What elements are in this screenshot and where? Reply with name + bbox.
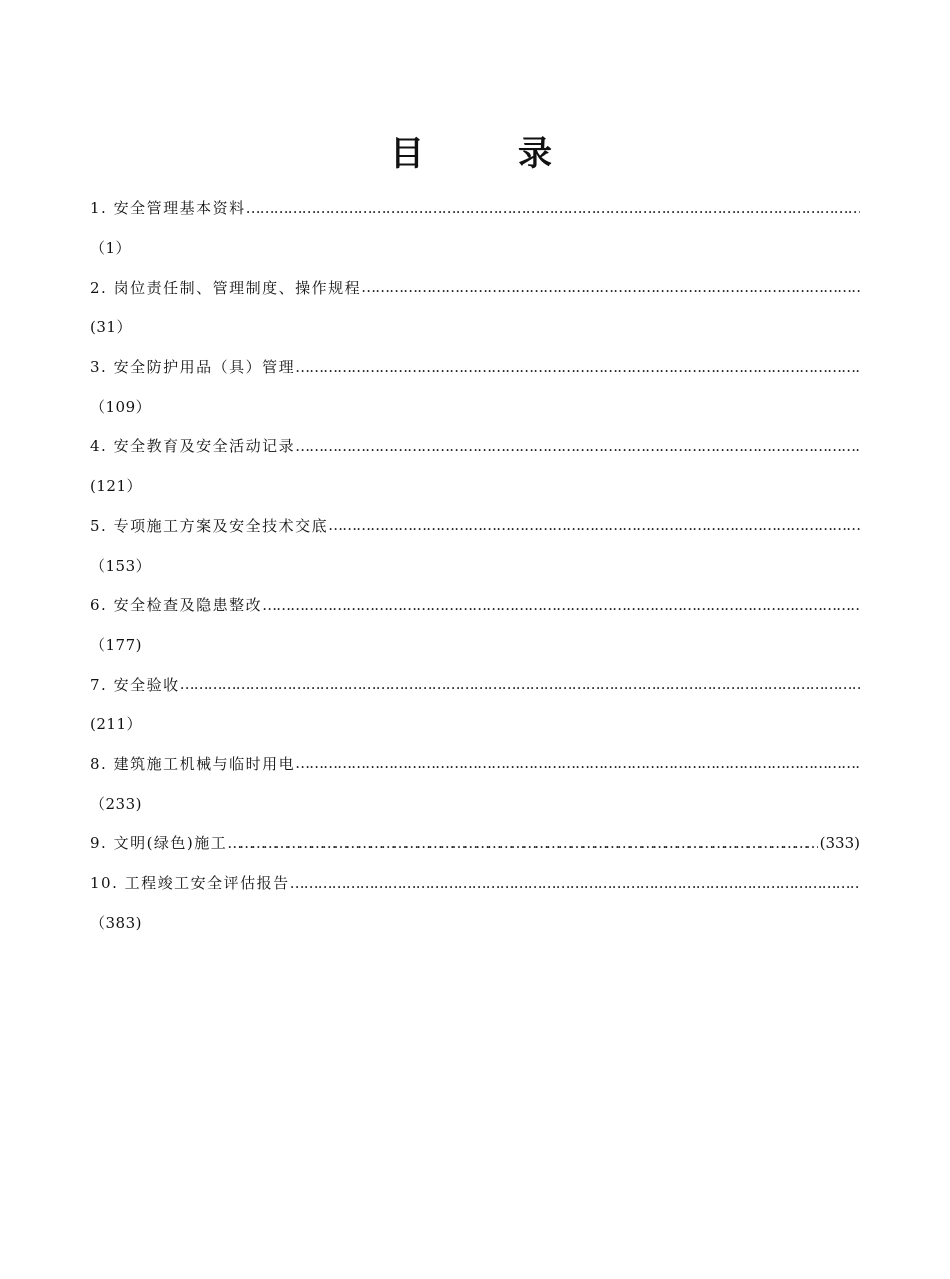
toc-leader-dots (361, 278, 860, 296)
toc-entry-label: 6. 安全检查及隐患整改 (90, 596, 263, 615)
toc-entry-page: （383) (90, 913, 142, 932)
toc-title: 目 录 (390, 134, 582, 174)
toc-entry-label: 4. 安全教育及安全活动记录 (90, 437, 296, 456)
toc-entry-label: 10. 工程竣工安全评估报告 (90, 874, 290, 893)
toc-entry-1 (90, 188, 860, 228)
toc-entry-3 (90, 347, 860, 387)
toc-entry-label: 1. 安全管理基本资料 (90, 199, 246, 218)
toc-entry-page: （177) (90, 635, 142, 654)
toc-leader-dots (262, 596, 860, 614)
toc-entry-4 (90, 426, 860, 466)
toc-entry-page: (31） (90, 318, 132, 337)
toc-entry-5 (90, 506, 860, 546)
toc-entry-label: 8. 建筑施工机械与临时用电 (90, 754, 296, 773)
toc-list (90, 188, 860, 942)
toc-entry-10 (90, 863, 860, 903)
toc-leader-dots (295, 358, 860, 376)
toc-leader-dots (246, 199, 860, 217)
toc-entry-page: （153） (90, 556, 152, 575)
toc-leader-dots (295, 437, 860, 455)
toc-entry-label: 5. 专项施工方案及安全技术交底 (90, 516, 329, 535)
toc-entry-label: 2. 岗位责任制、管理制度、操作规程 (90, 278, 362, 297)
toc-leader-dots (290, 874, 860, 892)
toc-entry-2 (90, 267, 860, 307)
toc-entry-label: 3. 安全防护用品（具）管理 (90, 358, 296, 377)
toc-entry-page: （1） (90, 239, 132, 258)
toc-entry-label: 9. 文明(绿色)施工 (90, 834, 228, 853)
toc-entry-label: 7. 安全验收 (90, 675, 180, 694)
toc-entry-page: (121） (90, 477, 142, 496)
toc-leader-dots (295, 754, 860, 772)
toc-entry-page: (333) (819, 833, 860, 852)
toc-entry-8 (90, 744, 860, 784)
toc-entry-page: （109） (90, 397, 152, 416)
toc-entry-9 (90, 823, 860, 863)
toc-entry-page: (211） (90, 715, 142, 734)
toc-leader-dots (227, 834, 817, 852)
toc-entry-7 (90, 664, 860, 704)
toc-entry-page: （233) (90, 794, 142, 813)
toc-entry-6 (90, 585, 860, 625)
toc-leader-dots (328, 516, 860, 534)
toc-leader-dots (180, 675, 860, 693)
